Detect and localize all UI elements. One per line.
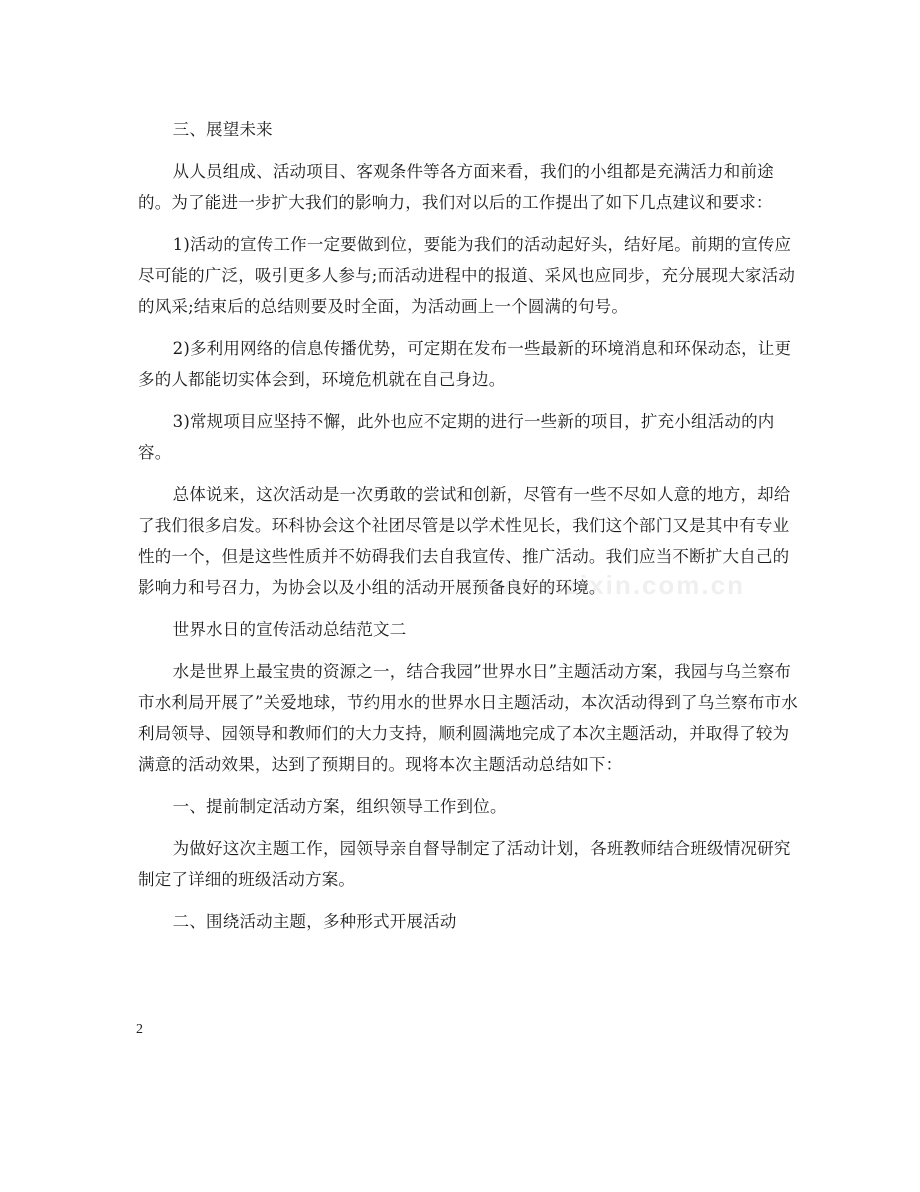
paragraph-item-1: 1)活动的宣传工作一定要做到位，要能为我们的活动起好头，结好尾。前期的宣传应尽可能的广泛，吸引更多人参与;而活动进程中的报道、采风也应同步，充分展现大家活动的风采;结束后的总结则要及时全面，为活动画上一个圆满的句号。 xyxy=(138,235,796,316)
watermark-text: www.zixin.com.cn xyxy=(490,570,745,600)
paragraph-intro: 从人员组成、活动项目、客观条件等各方面来看，我们的小组都是充满活力和前途的。为了能进一步扩大我们的影响力，我们对以后的工作提出了如下几点建议和要求： xyxy=(138,162,774,212)
section-heading-activities: 二、围绕活动主题，多种形式开展活动 xyxy=(172,912,457,931)
paragraph-plan-detail: 为做好这次主题工作，园领导亲自督导制定了活动计划，各班教师结合班级情况研究制定了详细的班级活动方案。 xyxy=(138,839,791,889)
paragraph-item-3: 3)常规项目应坚持不懈，此外也应不定期的进行一些新的项目，扩充小组活动的内容。 xyxy=(138,412,775,462)
document-body xyxy=(138,114,798,948)
paragraph-summary: 总体说来，这次活动是一次勇敢的尝试和创新，尽管有一些不尽如人意的地方，却给了我们很多启发。环科协会这个社团尽管是以学术性见长，我们这个部门又是其中有专业性的一个，但是这些性质并不妨碍我们去自我宣传、推广活动。我们应当不断扩大自己的影响力和号召力，为协会以及小组的活动开展预备良好的环境。 xyxy=(138,485,791,597)
paragraph-water-day-intro: 水是世界上最宝贵的资源之一，结合我园”世界水日”主题活动方案，我园与乌兰察布市水利局开展了”关爱地球，节约用水的世界水日主题活动，本次活动得到了乌兰察布市水利局领导、园领导和教师们的大力支持，顺利圆满地完成了本次主题活动，并取得了较为满意的活动效果，达到了预期目的。现将本次主题活动总结如下： xyxy=(138,662,798,774)
paragraph-item-2: 2)多利用网络的信息传播优势，可定期在发布一些最新的环境消息和环保动态，让更多的人都能切实体会到，环境危机就在自己身边。 xyxy=(138,339,792,389)
article-title-2: 世界水日的宣传活动总结范文二 xyxy=(172,620,407,639)
section-heading-plan: 一、提前制定活动方案，组织领导工作到位。 xyxy=(172,797,507,816)
page-number: 2 xyxy=(136,1022,143,1037)
section-heading-outlook: 三、展望未来 xyxy=(172,120,273,139)
